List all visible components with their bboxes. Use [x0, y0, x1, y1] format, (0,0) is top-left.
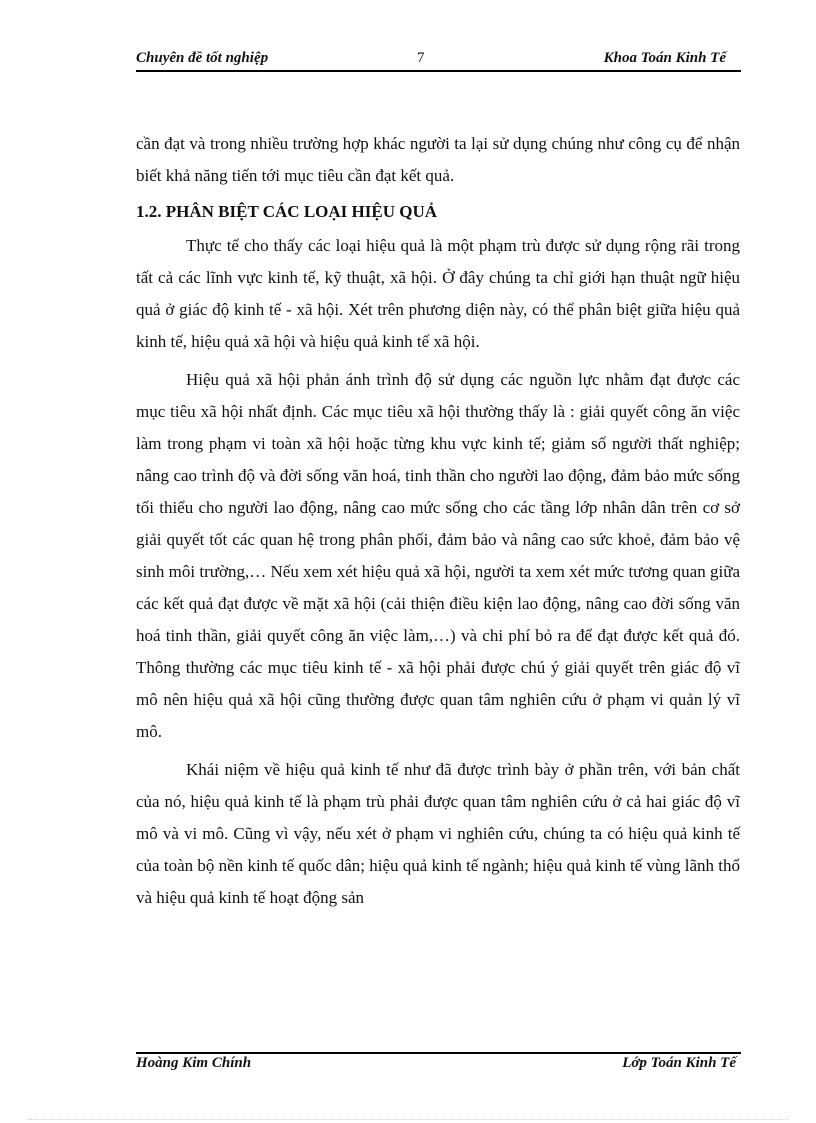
paragraph-economic-efficiency: Khái niệm về hiệu quả kinh tế như đã được trình bày ở phần trên, với bản chất của nó, hiệu quả kinh tế là phạm trù phải được quan tâm nghiên cứu ở cả hai giác độ vĩ mô và vi mô. Cũng vì vậy, nếu xét ở phạm vi nghiên cứu, chúng ta có hiệu quả kinh tế của toàn bộ nền kinh tế quốc dân; hiệu quả kinh tế ngành; hiệu quả kinh tế vùng lãnh thổ và hiệu quả kinh tế hoạt động sản	[136, 760, 740, 907]
page-header	[136, 48, 740, 72]
paragraph-social-efficiency: Hiệu quả xã hội phản ánh trình độ sử dụng các nguồn lực nhằm đạt được các mục tiêu xã hội nhất định. Các mục tiêu xã hội thường thấy là : giải quyết công ăn việc làm trong phạm vi toàn xã hội hoặc từng khu vực kinh tế; giảm số người thất nghiệp; nâng cao trình độ và đời sống văn hoá, tinh thần cho người lao động, đảm bảo mức sống tối thiểu cho người lao động, nâng cao mức sống cho các tầng lớp nhân dân trên cơ sở giải quyết tốt các quan hệ trong phân phối, đảm bảo và nâng cao sức khoẻ, đảm bảo vệ sinh môi trường,… Nếu xem xét hiệu quả xã hội, người ta xem xét mức tương quan giữa các kết quả đạt được về mặt xã hội (cải thiện điều kiện lao động, nâng cao đời sống văn hoá tinh thần, giải quyết công ăn việc làm,…) và chi phí bỏ ra để đạt được kết quả đó. Thông thường các mục tiêu kinh tế - xã hội phải được chú ý giải quyết trên giác độ vĩ mô nên hiệu quả xã hội cũng thường được quan tâm nghiên cứu ở phạm vi quản lý vĩ mô.	[136, 370, 740, 741]
paragraph-types-of-efficiency: Thực tế cho thấy các loại hiệu quả là một phạm trù được sử dụng rộng rãi trong tất cả các lĩnh vực kinh tế, kỹ thuật, xã hội. Ở đây chúng ta chỉ giới hạn thuật ngữ hiệu quả ở giác độ kinh tế - xã hội. Xét trên phương diện này, có thể phân biệt giữa hiệu quả kinh tế, hiệu quả xã hội và hiệu quả kinh tế xã hội.	[136, 236, 740, 351]
footer-class: Lớp Toán Kinh Tế	[622, 1055, 736, 1071]
section-heading: 1.2. PHÂN BIỆT CÁC LOẠI HIỆU QUẢ	[136, 202, 438, 221]
paragraph-continuation: cần đạt và trong nhiều trường hợp khác người ta lại sử dụng chúng như công cụ để nhận biết khả năng tiến tới mục tiêu cần đạt kết quả.	[136, 134, 740, 185]
page-footer	[136, 1055, 740, 1077]
header-divider	[136, 70, 741, 72]
page-edge-dotted-line	[28, 1119, 788, 1120]
footer-divider	[136, 1052, 741, 1054]
header-document-title: Chuyên đề tốt nghiệp	[136, 50, 269, 66]
header-page-number: 7	[417, 50, 425, 66]
footer-author: Hoàng Kim Chính	[136, 1055, 252, 1071]
header-faculty: Khoa Toán Kinh Tế	[603, 50, 726, 66]
document-body	[136, 128, 740, 914]
